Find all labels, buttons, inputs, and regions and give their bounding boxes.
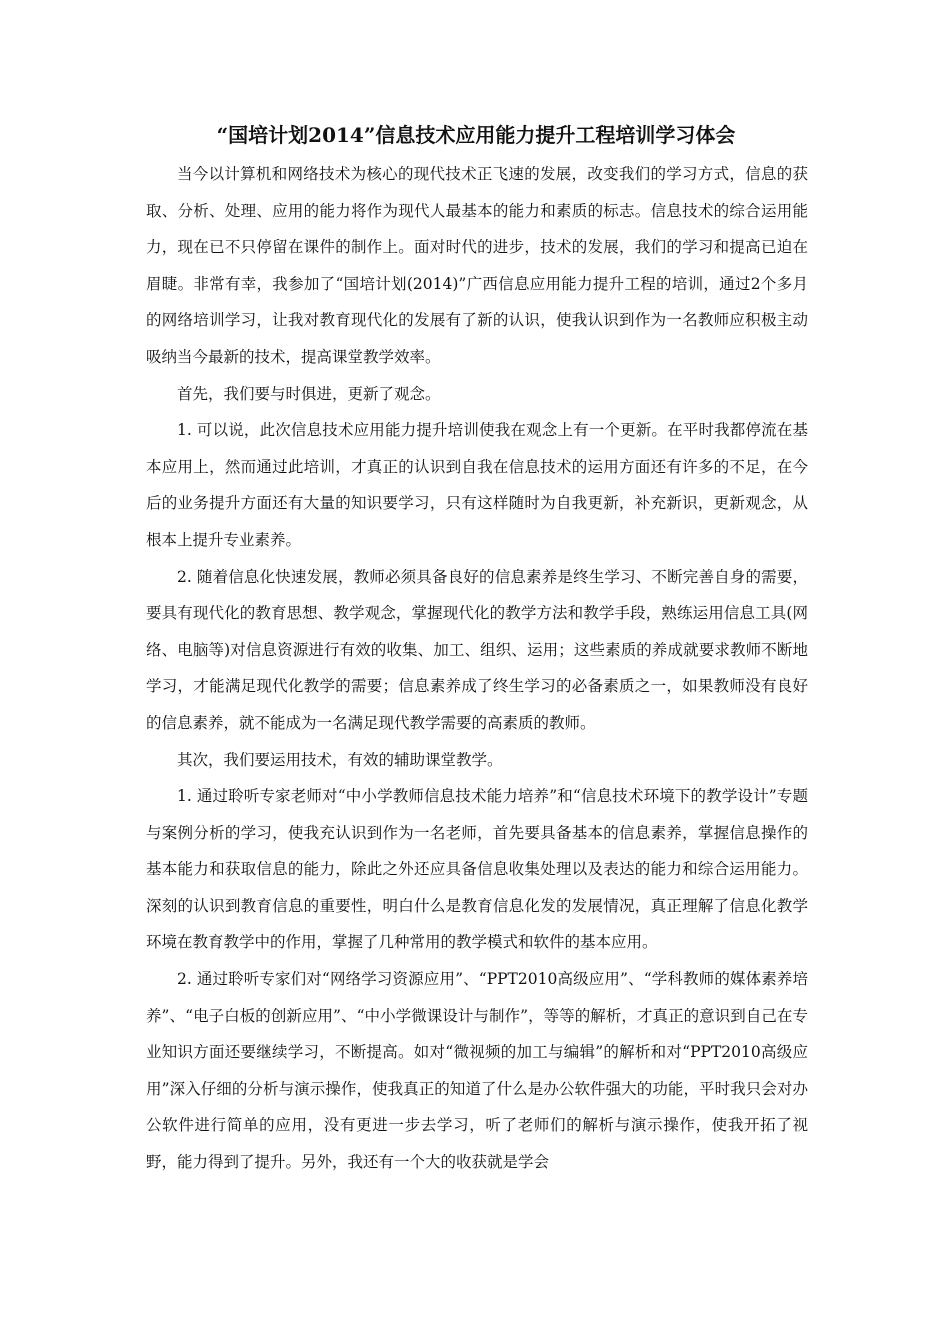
paragraph-intro: 当今以计算机和网络技术为核心的现代技术正飞速的发展，改变我们的学习方式，信息的获取、分析、处理、应用的能力将作为现代人最基本的能力和素质的标志。信息技术的综合运用能力，现在已不只停留在课件的制作上。面对时代的进步，技术的发展，我们的学习和提高已迫在眉睫。非常有幸，我参加了“国培计划(2014)”广西信息应用能力提升工程的培训，通过2个多月的网络培训学习，让我对教育现代化的发展有了新的认识，使我认识到作为一名教师应积极主动吸纳当今最新的技术，提高课堂教学效率。 <box>146 165 808 366</box>
paragraph-second-heading: 其次，我们要运用技术，有效的辅助课堂教学。 <box>177 750 503 769</box>
document-title: “国培计划2014”信息技术应用能力提升工程培训学习体会 <box>216 123 736 147</box>
document-body <box>146 156 808 1181</box>
paragraph-second-point-2: 2. 通过聆听专家们对“网络学习资源应用”、“PPT2010高级应用”、“学科教师的媒体素养培养”、“电子白板的创新应用”、“中小学微课设计与制作”，等等的解析，才真正的意识到自己在专业知识方面还要继续学习，不断提高。如对“微视频的加工与编辑”的解析和对“PPT2010高级应用”深入仔细的分析与演示操作，使我真正的知道了什么是办公软件强大的功能，平时我只会对办公软件进行简单的应用，没有更进一步去学习，听了老师们的解析与演示操作，使我开拓了视野，能力得到了提升。另外，我还有一个大的收获就是学会 <box>146 970 808 1172</box>
paragraph-first-point-2: 2. 随着信息化快速发展，教师必须具备良好的信息素养是终生学习、不断完善自身的需要，要具有现代化的教育思想、教学观念，掌握现代化的教学方法和教学手段，熟练运用信息工具(网络、电脑等)对信息资源进行有效的收集、加工、组织、运用；这些素质的养成就要求教师不断地学习，才能满足现代化教学的需要；信息素养成了终生学习的必备素质之一，如果教师没有良好的信息素养，就不能成为一名满足现代教学需要的高素质的教师。 <box>146 567 808 732</box>
paragraph-first-point-1: 1. 可以说，此次信息技术应用能力提升培训使我在观念上有一个更新。在平时我都停流在基本应用上，然而通过此培训，才真正的认识到自我在信息技术的运用方面还有许多的不足，在今后的业务提升方面还有大量的知识要学习，只有这样随时为自我更新，补充新识，更新观念，从根本上提升专业素养。 <box>146 421 808 549</box>
paragraph-second-point-1: 1. 通过聆听专家老师对“中小学教师信息技术能力培养”和“信息技术环境下的教学设计”专题与案例分析的学习，使我充认识到作为一名老师，首先要具备基本的信息素养，掌握信息操作的基本能力和获取信息的能力，除此之外还应具备信息收集处理以及表达的能力和综合运用能力。深刻的认识到教育信息的重要性，明白什么是教育信息化发的发展情况，真正理解了信息化教学环境在教育教学中的作用，掌握了几种常用的教学模式和软件的基本应用。 <box>146 787 808 952</box>
paragraph-first-heading: 首先，我们要与时俱进，更新了观念。 <box>177 384 441 403</box>
